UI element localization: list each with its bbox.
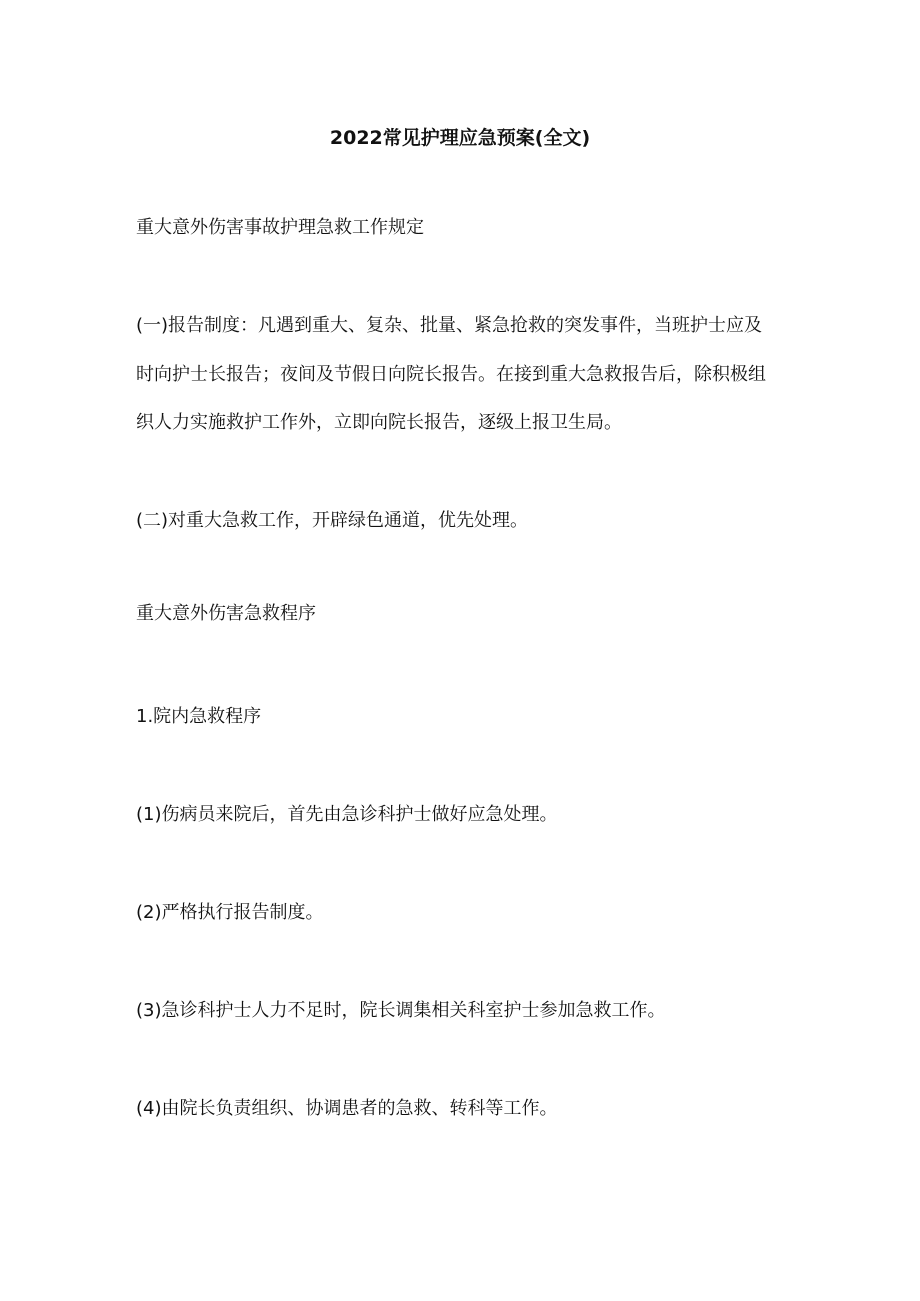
subsection-heading-in-hospital: 1.院内急救程序 — [136, 706, 262, 727]
section-heading-emergency-rules: 重大意外伤害事故护理急救工作规定 — [136, 217, 424, 238]
list-item-3: (3)急诊科护士人力不足时，院长调集相关科室护士参加急救工作。 — [136, 1000, 666, 1021]
paragraph-report-line-2: 时向护士长报告；夜间及节假日向院长报告。在接到重大急救报告后，除积极组 — [136, 364, 766, 385]
list-item-1: (1)伤病员来院后，首先由急诊科护士做好应急处理。 — [136, 804, 558, 825]
paragraph-green-channel: (二)对重大急救工作，开辟绿色通道，优先处理。 — [136, 510, 529, 531]
section-heading-emergency-procedure: 重大意外伤害急救程序 — [136, 603, 316, 624]
document-title: 2022常见护理应急预案(全文) — [329, 127, 591, 149]
paragraph-report-line-3: 织人力实施救护工作外，立即向院长报告，逐级上报卫生局。 — [136, 412, 622, 433]
paragraph-report-line-1: (一)报告制度：凡遇到重大、复杂、批量、紧急抢救的突发事件，当班护士应及 — [136, 315, 763, 336]
list-item-2: (2)严格执行报告制度。 — [136, 902, 324, 923]
list-item-4: (4)由院长负责组织、协调患者的急救、转科等工作。 — [136, 1098, 558, 1119]
